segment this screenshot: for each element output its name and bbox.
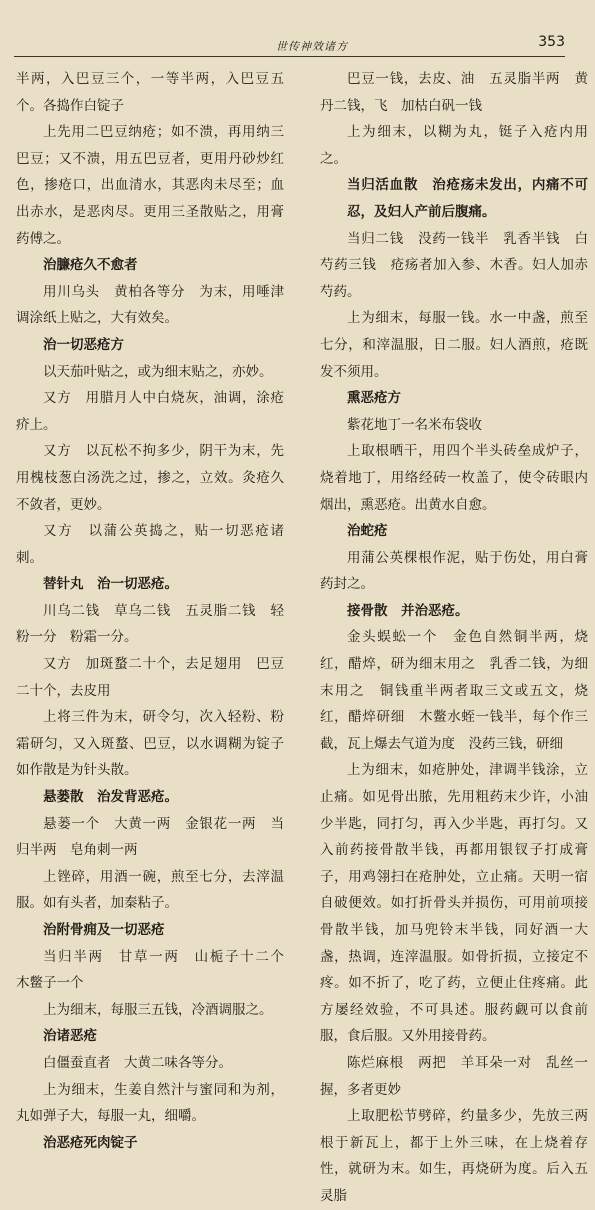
page-header — [14, 34, 565, 57]
text-paragraph: 当归半两 甘草一两 山栀子十二个 木鳖子一个 — [16, 948, 298, 992]
text-paragraph: 上为细末，生姜自然汁与蜜同和为剂，丸如弹子大，每服一丸，细嚼。 — [16, 1081, 284, 1125]
running-title: 世传神效诸方 — [276, 40, 348, 53]
text-paragraph: 又方 以瓦松不拘多少，阴干为末，先用槐枝葱白汤洗之过，掺之，立效。灸疮久不敛者，更妙。 — [16, 443, 284, 513]
text-paragraph: 又方 以蒲公英捣之，贴一切恶疮诸刺。 — [16, 523, 284, 566]
recipe-heading: 治附骨痈及一切恶疮 — [43, 922, 165, 938]
recipe-heading: 治恶疮死肉锭子 — [43, 1134, 138, 1151]
text-paragraph: 上为细末，以糊为丸，铤子入疮内用之。 — [320, 124, 588, 167]
text-paragraph: 半两，入巴豆三个，一等半两，入巴豆五个。各捣作白锭子 — [16, 71, 284, 114]
text-paragraph: 陈烂麻根 两把 羊耳朵一对 乱丝一握，多者更妙 — [320, 1054, 588, 1098]
text-paragraph: 紫花地丁一名米布袋收 — [347, 416, 482, 433]
recipe-heading: 治诸恶疮 — [43, 1028, 97, 1045]
text-paragraph: 悬蒌一个 大黄一两 金银花一两 当归半两 皂角刺一两 — [16, 815, 284, 859]
recipe-heading: 治一切恶疮方 — [43, 336, 124, 353]
recipe-heading: 当归活血散 治疮疡未发出，内痛不可忍，及妇人产前后腹痛。 — [347, 177, 588, 220]
text-paragraph: 上锉碎，用酒一碗，煎至七分，去滓温服。如有头者，加秦粘子。 — [16, 868, 284, 912]
text-paragraph: 川乌二钱 草乌二钱 五灵脂二钱 轻粉一分 粉霜一分。 — [16, 602, 284, 646]
recipe-heading: 治臁疮久不愈者 — [43, 257, 138, 274]
text-paragraph: 用蒲公英棵根作泥，贴于伤处，用白膏药封之。 — [320, 549, 588, 593]
recipe-heading: 替针丸 治一切恶疮。 — [43, 576, 178, 593]
left-column — [16, 66, 298, 1151]
text-paragraph: 上将三件为末，研令匀，次入轻粉、粉霜研匀，又入斑蝥、巴豆，以水调糊为锭子如作散是为针头散。 — [16, 709, 284, 779]
text-paragraph: 巴豆一钱，去皮、油 五灵脂半两 黄丹二钱，飞 加枯白矾一钱 — [320, 71, 588, 114]
text-paragraph: 又方 用腊月人中白烧灰，油调，涂疮疥上。 — [16, 390, 284, 433]
text-paragraph: 当归二钱 没药一钱半 乳香半钱 白芍药三钱 疮疡者加入参、木香。妇人加赤芍药。 — [320, 230, 588, 300]
recipe-heading: 治蛇疮 — [347, 523, 388, 540]
text-paragraph: 白僵蚕直者 大黄二味各等分。 — [43, 1054, 232, 1071]
text-paragraph: 以天茄叶贴之，或为细末贴之，亦妙。 — [43, 363, 273, 380]
right-column — [320, 66, 588, 1204]
text-paragraph: 上取根晒干，用四个半头砖垒成炉子，烧着地丁，用络经砖一枚盖了，使令砖眼内烟出，熏恶疮。出黄水自愈。 — [320, 443, 588, 513]
text-paragraph: 上为细末，如疮肿处，津调半钱涂，立止痛。如见骨出脓，先用粗药末少许，小油少半匙，同打匀，再入少半匙，再打匀。又入前药接骨散半钱，再都用银钗子打成膏子，用鸡翎扫在疮肿处，立止痛。天明一宿自破便效。如打折骨头并损伤，可用前项接骨散半钱，加马兜铃末半钱，同好酒一大盏，热调，连滓温服。如骨折损，立接定不疼。如不折了，吃了药，立便止住疼痛。此方屡经效验，不可具述。服药觑可以食前服，食后服。又外用接骨药。 — [320, 762, 588, 1045]
recipe-heading: 熏恶疮方 — [347, 390, 401, 407]
text-paragraph: 上取肥松节劈碎，约量多少，先放三两根于新瓦上，都于上外三味，在上烧着存性，就研为末。如生，再烧研为度。后入五灵脂 — [320, 1108, 588, 1204]
text-paragraph: 上为细末，每服一钱。水一中盏，煎至七分，和滓温服，日二服。妇人酒煎，疮既发不须用。 — [320, 310, 588, 380]
recipe-heading: 接骨散 并治恶疮。 — [347, 602, 469, 619]
text-paragraph: 金头蜈蚣一个 金色自然铜半两，烧红，醋焠，研为细末用之 乳香二钱，为细末用之 铜钱重半两者取三文或五文，烧红，醋焠研细 木鳖水蛭一钱半，每个作三截，瓦上爆去气道为度 没药三钱，研细 — [320, 629, 588, 752]
text-paragraph: 用川乌头 黄柏各等分 为末，用唾津调涂纸上贴之，大有效矣。 — [16, 283, 284, 327]
text-paragraph: 上先用二巴豆纳疮；如不溃，再用纳三巴豆；又不溃，用五巴豆者，更用丹砂炒红色，掺疮口，出血清水，其恶肉未尽至；血出赤水，是恶肉尽。更用三圣散贴之，用膏药傅之。 — [16, 124, 284, 247]
text-paragraph: 又方 加斑蝥二十个，去足翅用 巴豆二十个，去皮用 — [16, 656, 284, 699]
page-number: 353 — [538, 34, 565, 50]
text-paragraph: 上为细末，每服三五钱，冷酒调服之。 — [43, 1001, 273, 1018]
recipe-heading: 悬蒌散 治发背恶疮。 — [43, 789, 178, 806]
